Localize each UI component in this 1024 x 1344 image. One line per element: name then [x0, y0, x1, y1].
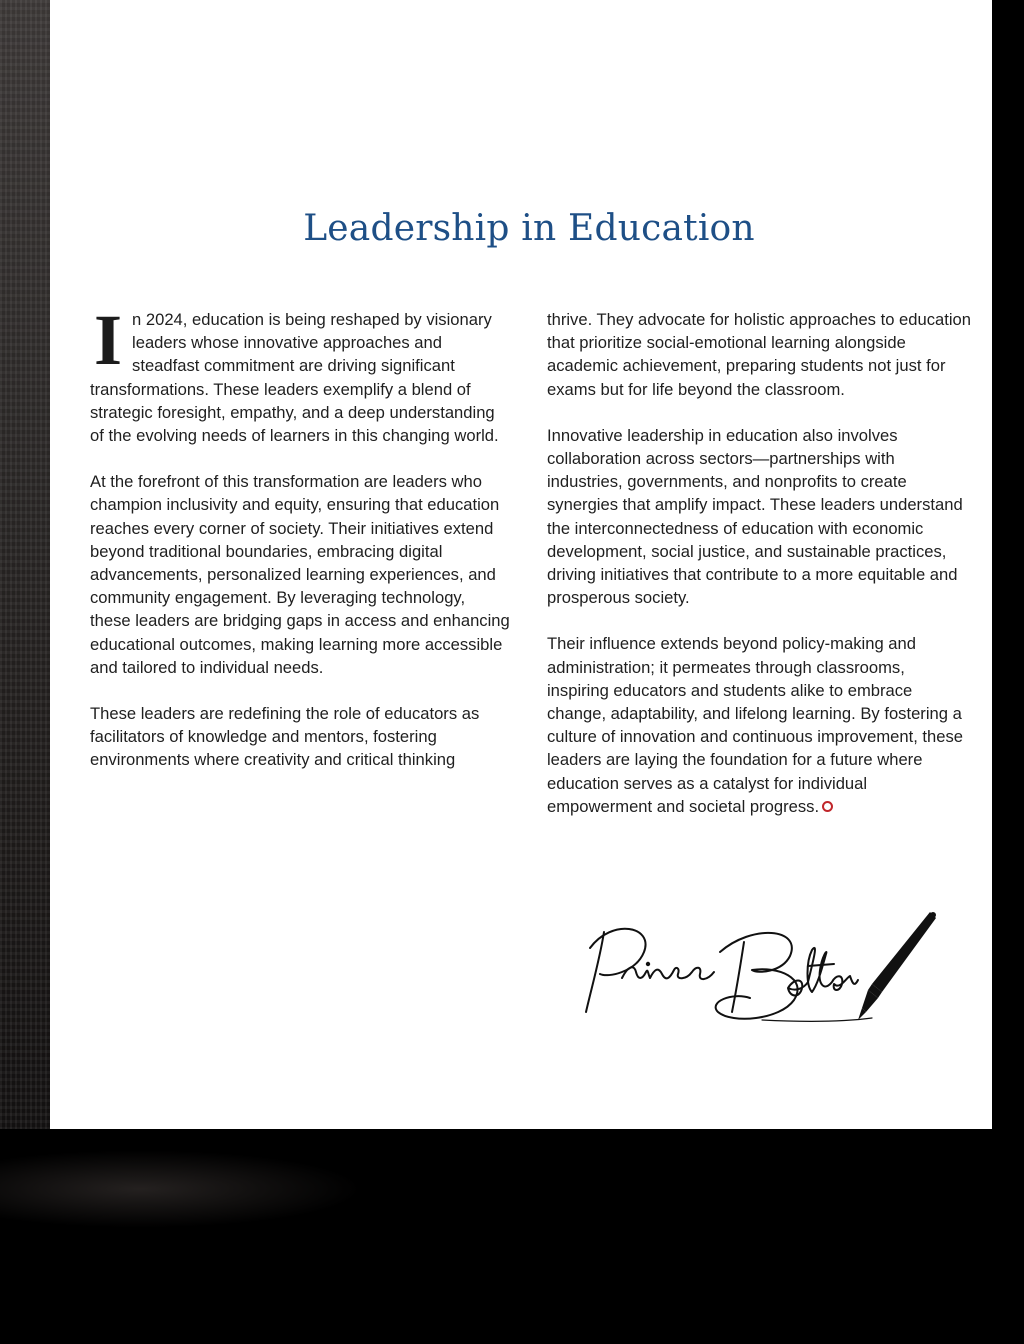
article-title: Leadership in Education [303, 208, 755, 249]
end-of-article-icon [822, 801, 833, 812]
background-bottom [0, 1129, 1024, 1344]
paragraph-3: These leaders are redefining the role of educators as facilitators of knowledge and mentors, fostering environments where creativity and critical thinking [90, 704, 480, 770]
fountain-pen-icon [858, 912, 936, 1020]
paragraph-1-text: n 2024, education is being reshaped by visionary leaders whose innovative approaches and steadfast commitment are driving significant transformations. These leaders exemplify a blend of strategic foresight, empathy, and a deep understanding of the evolving needs of learners in this changing world. [90, 310, 499, 446]
paragraph-4: thrive. They advocate for holistic approaches to education that prioritize social-emotional learning alongside academic achievement, preparing students not just for exams but for life beyond the classroom. [547, 310, 972, 399]
article-column-left [90, 300, 510, 795]
background-texture [0, 0, 50, 1130]
drop-cap: I [94, 300, 123, 380]
paragraph-6-text: Their influence extends beyond policy-making and administration; it permeates through classrooms, inspiring educators and students alike to embrace change, adaptability, and lifelong learning. By fostering a culture of innovation and continuous improvement, these leaders are laying the foundation for a future where education serves as a catalyst for individual empowerment and societal progress. [547, 634, 964, 816]
paragraph-2: At the forefront of this transformation are leaders who champion inclusivity and equity, ensuring that education reaches every corner of society. Their initiatives extend beyond traditional boundaries, embracing digital advancements, personalized learning experiences, and community engagement. By leveraging technology, these leaders are bridging gaps in access and enhancing educational outcomes, making learning more accessible and tailored to individual needs. [90, 472, 510, 677]
magazine-page [50, 0, 992, 1129]
article-column-right [547, 308, 971, 841]
paragraph-1 [90, 300, 510, 447]
paragraph-6 [547, 632, 971, 818]
signature [582, 908, 942, 1028]
background-edge [992, 0, 1024, 1130]
paragraph-5: Innovative leadership in education also involves collaboration across sectors—partnerships with industries, governments, and nonprofits to create synergies that amplify impact. These leaders understand the interconnectedness of education with economic development, social justice, and sustainable practices, driving initiatives that contribute to a more equitable and prosperous society. [547, 425, 963, 608]
